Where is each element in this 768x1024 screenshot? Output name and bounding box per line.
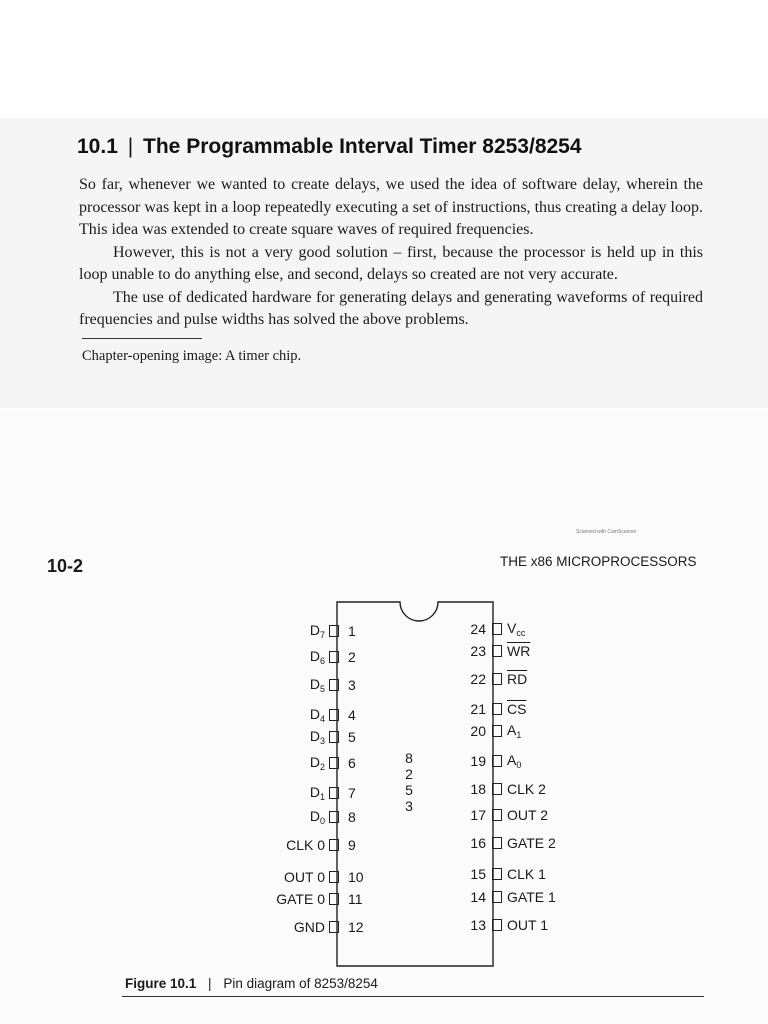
pin-signal: [507, 620, 525, 638]
pin-number: 6: [348, 755, 356, 771]
pin-box: [329, 757, 339, 769]
pin-signal: [507, 917, 548, 933]
pin-number: 8: [348, 809, 356, 825]
pin-number: 10: [348, 869, 364, 885]
pin-signal: [310, 754, 325, 772]
pin-signal-text: D: [309, 784, 320, 800]
pin-signal-text: V: [507, 620, 517, 636]
pin-signal-subscript: 1: [516, 730, 522, 740]
pin-box: [329, 893, 339, 905]
section-separator: |: [127, 135, 134, 158]
pin-signal: [276, 891, 325, 907]
pin-box: [492, 919, 502, 931]
pin-number: 16: [470, 835, 486, 851]
pin-number: 21: [470, 701, 486, 717]
pin-box: [329, 787, 339, 799]
pin-box: [492, 891, 502, 903]
pin-row-left: [240, 754, 356, 772]
pin-box: [329, 921, 339, 933]
pin-row-left: [240, 890, 363, 908]
pin-number: 18: [470, 781, 486, 797]
pin-row-left: [240, 836, 356, 854]
pin-box: [492, 783, 502, 795]
pin-box: [492, 673, 502, 685]
pin-signal-text: D: [309, 648, 320, 664]
pin-signal-text: GATE 2: [507, 835, 556, 851]
pin-signal-subscript: cc: [516, 628, 526, 638]
pin-row-right: [465, 722, 580, 740]
pin-number: 13: [470, 917, 486, 933]
pin-box: [329, 679, 339, 691]
scan-watermark: Scanned with CamScanner: [576, 529, 637, 535]
pin-signal: [507, 722, 521, 740]
pin-signal-text: D: [309, 706, 320, 722]
pin-number: 23: [470, 643, 486, 659]
pin-row-right: [465, 865, 580, 883]
pin-signal: [310, 808, 325, 826]
pin-row-left: [240, 918, 364, 936]
pin-number: 2: [348, 649, 356, 665]
pin-row-left: [240, 676, 356, 694]
pin-number: 22: [470, 671, 486, 687]
pin-signal-active-low: $\overline{WR}$: [507, 643, 531, 659]
pin-box: [492, 645, 502, 657]
pin-number: 20: [470, 723, 486, 739]
pin-signal: [286, 837, 325, 853]
pin-signal-subscript: 3: [319, 736, 325, 746]
pin-row-right: [465, 916, 580, 934]
pin-signal: [310, 676, 325, 694]
pin-box: [492, 623, 502, 635]
pin-signal-text: D: [309, 754, 320, 770]
pin-number: 9: [348, 837, 356, 853]
pin-number: 7: [348, 785, 356, 801]
pin-signal-text: GND: [293, 919, 325, 935]
chip-label-char: 3: [405, 798, 413, 814]
pin-diagram: [240, 590, 580, 980]
section-heading: [77, 135, 582, 159]
pin-signal-subscript: 0: [319, 816, 325, 826]
pin-signal-active-low: $\overline{RD}$: [507, 671, 528, 687]
pin-box: [492, 725, 502, 737]
pin-signal-text: A: [507, 752, 517, 768]
pin-signal-text: D: [309, 808, 320, 824]
pin-row-left: [240, 808, 356, 826]
pin-row-left: [240, 622, 356, 640]
pin-signal-subscript: 1: [319, 792, 325, 802]
pin-row-left: [240, 784, 356, 802]
paragraph-2: However, this is not a very good solution – first, because the processor is held up in this loop unable to do anything else, and second, delays so created are not very accurate.: [79, 243, 703, 283]
pin-signal: [310, 622, 325, 640]
pin-signal: [310, 728, 325, 746]
pin-signal: [507, 781, 546, 797]
pin-signal-text: D: [309, 728, 320, 744]
pin-signal: [310, 784, 325, 802]
pin-box: [329, 839, 339, 851]
pin-row-left: [240, 728, 356, 746]
pin-signal: [294, 919, 325, 935]
section-number: 10.1: [77, 135, 118, 158]
pin-signal-text: GATE 0: [276, 891, 325, 907]
pin-row-right: [465, 620, 580, 638]
pin-signal: [507, 643, 530, 659]
pin-signal-subscript: 2: [319, 762, 325, 772]
chip-label-char: 8: [405, 750, 413, 766]
pin-signal-text: CLK 0: [286, 837, 325, 853]
pin-number: 12: [348, 919, 364, 935]
pin-signal-text: D: [309, 676, 320, 692]
pin-number: 4: [348, 707, 356, 723]
pin-signal-text: A: [507, 722, 517, 738]
pin-signal-text: GATE 1: [507, 889, 556, 905]
pin-signal: [310, 648, 325, 666]
pin-signal: [507, 671, 527, 687]
chip-label-char: 5: [405, 782, 413, 798]
pin-signal: [507, 835, 556, 851]
pin-number: 19: [470, 753, 486, 769]
pin-signal: [507, 701, 526, 717]
pin-row-right: [465, 670, 580, 688]
pin-row-right: [465, 888, 580, 906]
pin-signal: [507, 866, 546, 882]
pin-row-right: [465, 780, 580, 798]
pin-row-right: [465, 700, 580, 718]
pin-box: [329, 625, 339, 637]
chip-label: [402, 750, 416, 814]
caption-rule: [122, 996, 704, 997]
pin-row-right: [465, 752, 580, 770]
pin-signal-subscript: 6: [319, 656, 325, 666]
pin-row-right: [465, 834, 580, 852]
pin-box: [329, 731, 339, 743]
pin-number: 14: [470, 889, 486, 905]
paragraph-1: So far, whenever we wanted to create delays, we used the idea of software delay, wherein the processor was kept in a loop repeatedly executing a set of instructions, thus creating a delay loop. This idea was extended to create square waves of required frequencies.: [79, 176, 703, 238]
figure-label: Figure 10.1: [125, 976, 197, 991]
pin-box: [492, 755, 502, 767]
pin-signal-subscript: 7: [319, 630, 325, 640]
chip-label-char: 2: [405, 766, 413, 782]
pin-row-left: [240, 706, 356, 724]
pin-number: 5: [348, 729, 356, 745]
pin-box: [492, 809, 502, 821]
pin-signal-subscript: 4: [319, 714, 325, 724]
pin-number: 3: [348, 677, 356, 693]
pin-signal: [507, 889, 556, 905]
pin-signal-text: OUT 0: [284, 869, 325, 885]
pin-number: 17: [470, 807, 486, 823]
pin-signal-active-low: $\overline{CS}$: [507, 701, 527, 717]
pin-signal: [507, 807, 548, 823]
pin-box: [329, 871, 339, 883]
pin-row-right: [465, 642, 580, 660]
pin-box: [492, 868, 502, 880]
pin-signal-text: D: [309, 622, 320, 638]
pin-signal: [310, 706, 325, 724]
paragraph-3: The use of dedicated hardware for generating delays and generating waveforms of required frequencies and pulse widths has solved the above problems.: [79, 288, 703, 328]
pin-signal: [284, 869, 325, 885]
body-text: [79, 174, 703, 332]
running-head: THE x86 MICROPROCESSORS: [500, 554, 697, 569]
pin-row-left: [240, 868, 364, 886]
pin-box: [492, 703, 502, 715]
figure-separator: |: [208, 976, 212, 991]
pin-signal: [507, 752, 521, 770]
pin-box: [329, 811, 339, 823]
pin-box: [329, 651, 339, 663]
footnote: Chapter-opening image: A timer chip.: [82, 348, 302, 364]
pin-signal-subscript: 0: [516, 760, 522, 770]
section-title: The Programmable Interval Timer 8253/8254: [143, 135, 582, 158]
pin-box: [492, 837, 502, 849]
figure-caption-text: Pin diagram of 8253/8254: [223, 976, 378, 991]
pin-signal-subscript: 5: [319, 684, 325, 694]
pin-signal-text: CLK 2: [507, 781, 546, 797]
page-number: 10-2: [47, 556, 84, 576]
pin-number: 11: [348, 891, 363, 907]
pin-box: [329, 709, 339, 721]
pin-number: 15: [470, 866, 486, 882]
pin-signal-text: OUT 1: [507, 917, 548, 933]
pin-number: 24: [470, 621, 486, 637]
pin-signal-text: CLK 1: [507, 866, 546, 882]
pin-row-left: [240, 648, 356, 666]
pin-number: 1: [348, 623, 356, 639]
figure-caption: [125, 976, 378, 991]
pin-row-right: [465, 806, 580, 824]
pin-signal-text: OUT 2: [507, 807, 548, 823]
footnote-rule: [82, 338, 202, 339]
